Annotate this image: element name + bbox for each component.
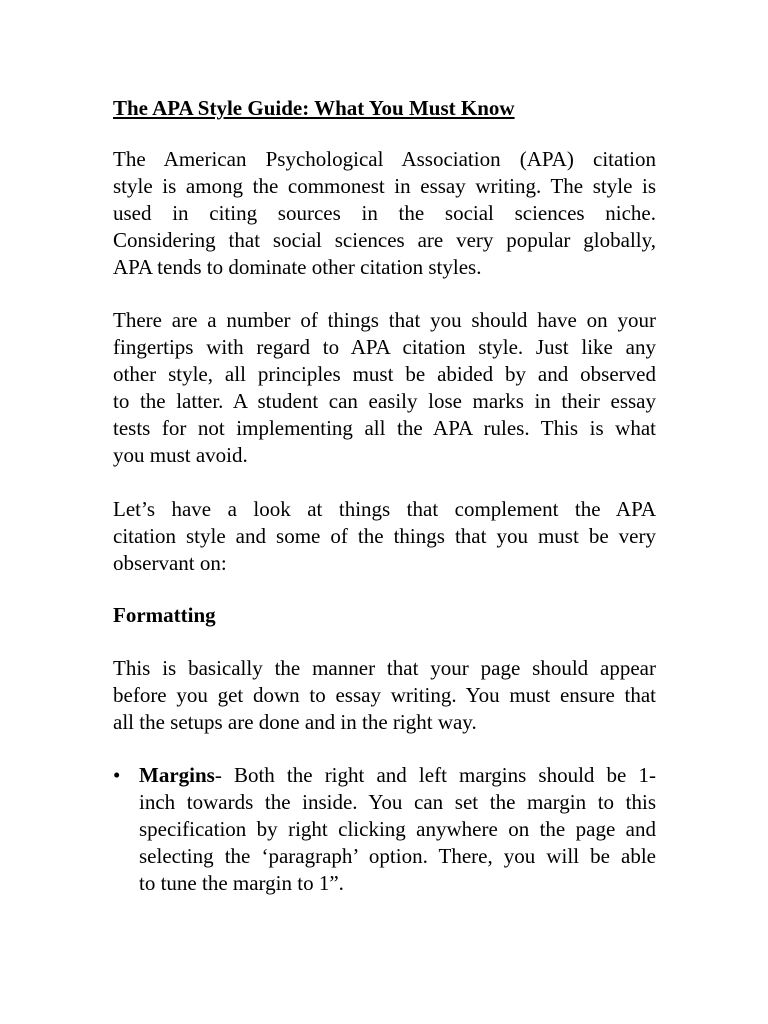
text-line: all the setups are done and in the right way. bbox=[113, 710, 477, 734]
text-line: observant on: bbox=[113, 551, 227, 575]
text-line: other style, all principles must be abided by and observed bbox=[113, 362, 656, 386]
text-line: The American Psychological Association (APA) citation bbox=[113, 147, 656, 171]
paragraph-complement bbox=[113, 496, 656, 577]
bullet-line: selecting the ‘paragraph’ option. There, you will be able bbox=[139, 844, 656, 868]
bullet-line: inch towards the inside. You can set the margin to this bbox=[139, 790, 656, 814]
text-line: APA tends to dominate other citation styles. bbox=[113, 255, 482, 279]
text-line: used in citing sources in the social sciences niche. bbox=[113, 201, 656, 225]
paragraph-principles bbox=[113, 307, 656, 469]
text-line: to the latter. A student can easily lose marks in their essay bbox=[113, 389, 656, 413]
text-line: you must avoid. bbox=[113, 443, 248, 467]
text-line: This is basically the manner that your page should appear bbox=[113, 656, 656, 680]
bullet-margins bbox=[139, 762, 656, 897]
text-line: citation style and some of the things that you must be very bbox=[113, 524, 656, 548]
section-heading: Formatting bbox=[113, 603, 216, 627]
bullet-line bbox=[139, 762, 656, 789]
bullet-icon: • bbox=[113, 763, 121, 787]
text-line: fingertips with regard to APA citation style. Just like any bbox=[113, 335, 656, 359]
bullet-line: specification by right clicking anywhere on the page and bbox=[139, 817, 656, 841]
text-line: tests for not implementing all the APA rules. This is what bbox=[113, 416, 656, 440]
text-line: Considering that social sciences are very popular globally, bbox=[113, 228, 656, 252]
document-title: The APA Style Guide: What You Must Know bbox=[113, 96, 515, 120]
bullet-text: - Both the right and left margins should be 1- bbox=[214, 763, 656, 787]
bullet-term: Margins bbox=[139, 763, 215, 787]
bullet-line: to tune the margin to 1”. bbox=[139, 871, 344, 895]
paragraph-intro bbox=[113, 146, 656, 281]
paragraph-formatting bbox=[113, 655, 656, 736]
text-line: Let’s have a look at things that complement the APA bbox=[113, 497, 656, 521]
text-line: There are a number of things that you should have on your bbox=[113, 308, 656, 332]
text-line: style is among the commonest in essay writing. The style is bbox=[113, 174, 656, 198]
text-line: before you get down to essay writing. You must ensure that bbox=[113, 683, 656, 707]
